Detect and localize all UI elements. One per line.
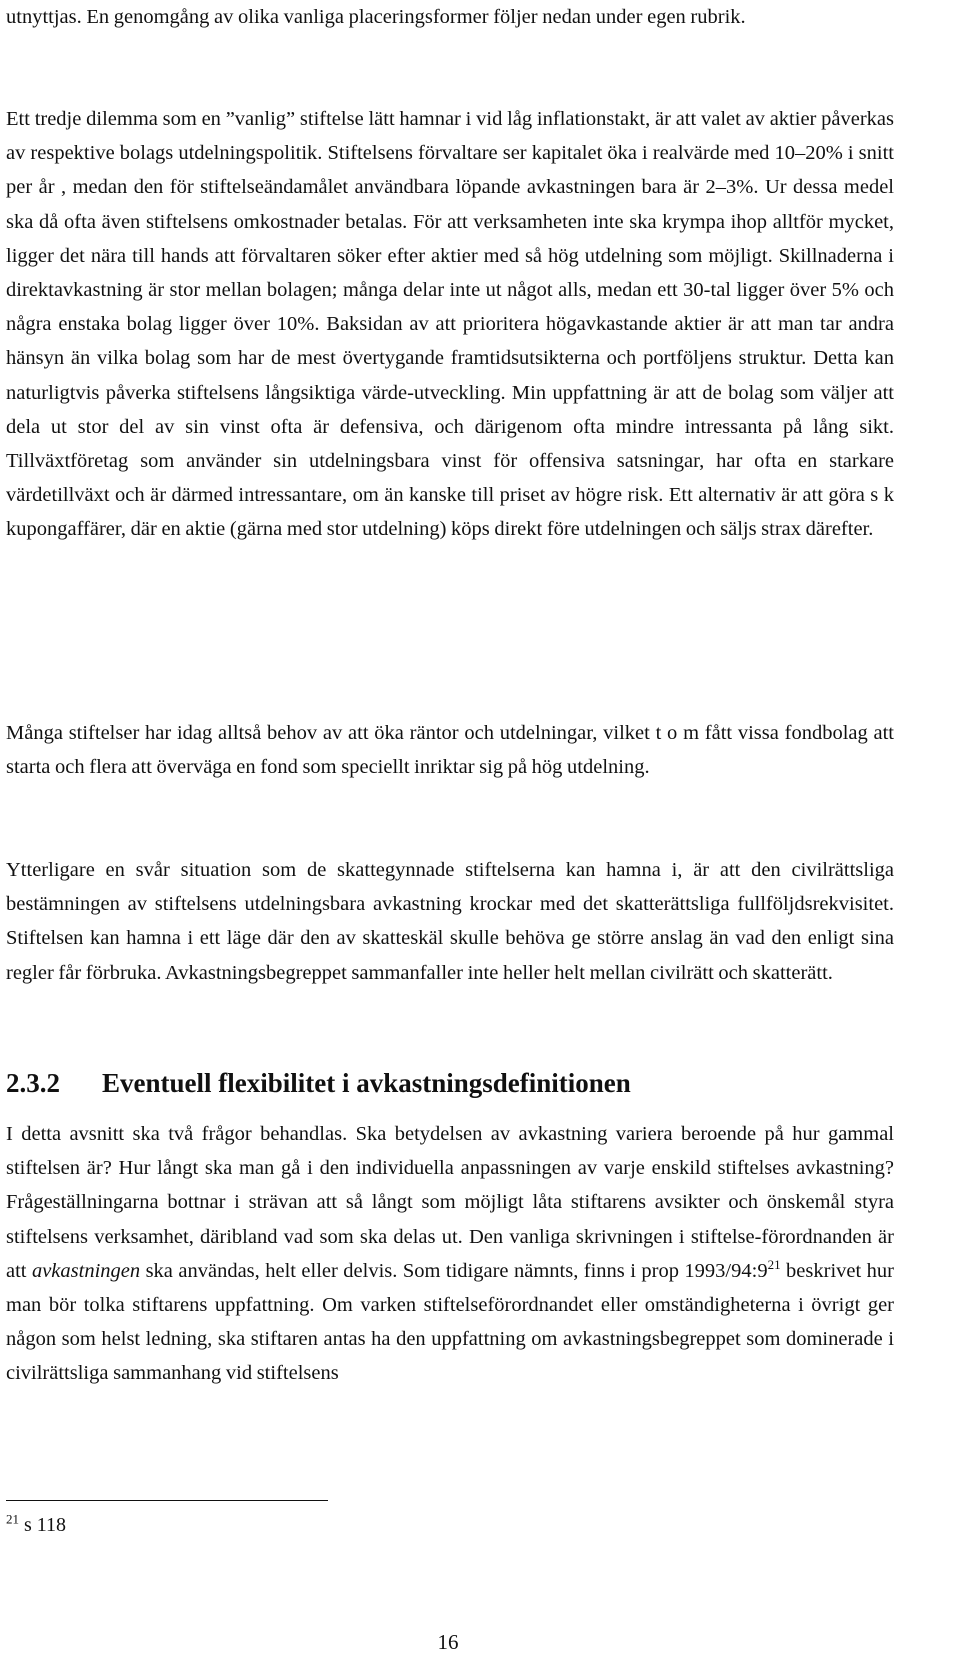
paragraph-text-part: beskrivet hur man bör tolka stiftarens uppfattning. Om varken stiftelseförordnandet eller omständigheterna i övrigt ger någon som helst ledning, ska stiftaren antas ha den uppfattning om avkastningsbegreppet som dominerade i civilrättsliga sammanhang vid stiftelsens <box>6 1259 894 1385</box>
emphasized-word: avkastningen <box>31 1259 141 1282</box>
section-heading <box>6 1068 631 1099</box>
footnote-divider <box>6 1500 328 1501</box>
paragraph-text-part: I detta avsnitt ska två frågor behandlas. Ska betydelsen av avkastning variera beroende på hur gammal stiftelsen är? Hur långt ska man gå i den individuella anpassningen av varje enskild stiftelses avkastning? Frågeställningarna bottnar i strävan att så långt som möjligt låta stiftarens avsikter och önskemål styra stiftelsens verksamhet, däribland vad som ska delas ut. Den vanliga skrivningen i stiftelse-förordnanden är att <box>6 1123 894 1282</box>
paragraph-text <box>6 1117 894 1391</box>
paragraph-3 <box>6 716 894 784</box>
paragraph-4 <box>6 853 894 990</box>
footnote-reference[interactable]: 21 <box>767 1256 781 1272</box>
paragraph-text: utnyttjas. En genomgång av olika vanliga placeringsformer följer nedan under egen rubrik. <box>6 6 746 28</box>
paragraph-text: Ytterligare en svår situation som de skattegynnade stiftelserna kan hamna i, är att den civilrättsliga bestämningen av stiftelsens utdelningsbara avkastning krockar med det skatterättsliga fullföljdsrekvisitet. Stiftelsen kan hamna i ett läge där den av skatteskäl skulle behöva ge större anslag än vad den enligt sina regler får förbruka. Avkastningsbegreppet sammanfaller inte heller helt mellan civilrätt och skatterätt. <box>6 859 894 984</box>
paragraph-1 <box>6 0 894 34</box>
section-title: Eventuell flexibilitet i avkastningsdefinitionen <box>102 1068 631 1098</box>
footnote-text: s 118 <box>19 1514 67 1536</box>
paragraph-text-part: ska användas, helt eller delvis. Som tidigare nämnts, finns i prop 1993/94:9 <box>140 1259 768 1282</box>
paragraph-text: Många stiftelser har idag alltså behov av att öka räntor och utdelningar, vilket t o m fått vissa fondbolag att starta och flera att överväga en fond som speciellt inriktar sig på hög utdelning. <box>6 722 894 779</box>
paragraph-5 <box>6 1117 894 1391</box>
paragraph-text: Ett tredje dilemma som en ”vanlig” stiftelse lätt hamnar i vid låg inflationstakt, är att valet av aktier påverkas av respektive bolags utdelningspolitik. Stiftelsens förvaltare ser kapitalet öka i realvärde med 10–20% i snitt per år , medan den för stiftelseändamålet användbara löpande avkastningen bara är 2–3%. Ur dessa medel ska då ofta även stiftelsens omkostnader betalas. För att verksamheten inte ska krympa ihop alltför mycket, ligger det nära till hands att förvaltaren söker efter aktier med så hög utdelning som möjligt. Skillnaderna i direktavkastning är stor mellan bolagen; många delar inte ut något alls, medan ett 30-tal ligger över 5% och några enstaka bolag ligger över 10%. Baksidan av att prioritera högavkastande aktier är att man tar andra hänsyn än vilka bolag som har de mest övertygande framtidsutsikterna och portföljens struktur. Detta kan naturligtvis påverka stiftelsens långsiktiga värde-utveckling. Min uppfattning är att de bolag som väljer att dela ut stor del av sin vinst ofta är defensiva, och därigenom ofta mindre intressanta på lång sikt. Tillväxtföretag som använder sin utdelningsbara vinst för offensiva satsningar, har ofta en starkare värdetillväxt och är därmed intressantare, om än kanske till priset av högre risk. Ett alternativ är att göra s k kupongaffärer, där en aktie (gärna med stor utdelning) köps direkt före utdelningen och säljs strax därefter. <box>6 108 894 541</box>
section-number: 2.3.2 <box>6 1068 60 1098</box>
paragraph-2 <box>6 102 894 547</box>
page-number: 16 <box>437 1630 459 1654</box>
footnote-marker: 21 <box>6 1511 19 1527</box>
footnote <box>6 1508 66 1542</box>
